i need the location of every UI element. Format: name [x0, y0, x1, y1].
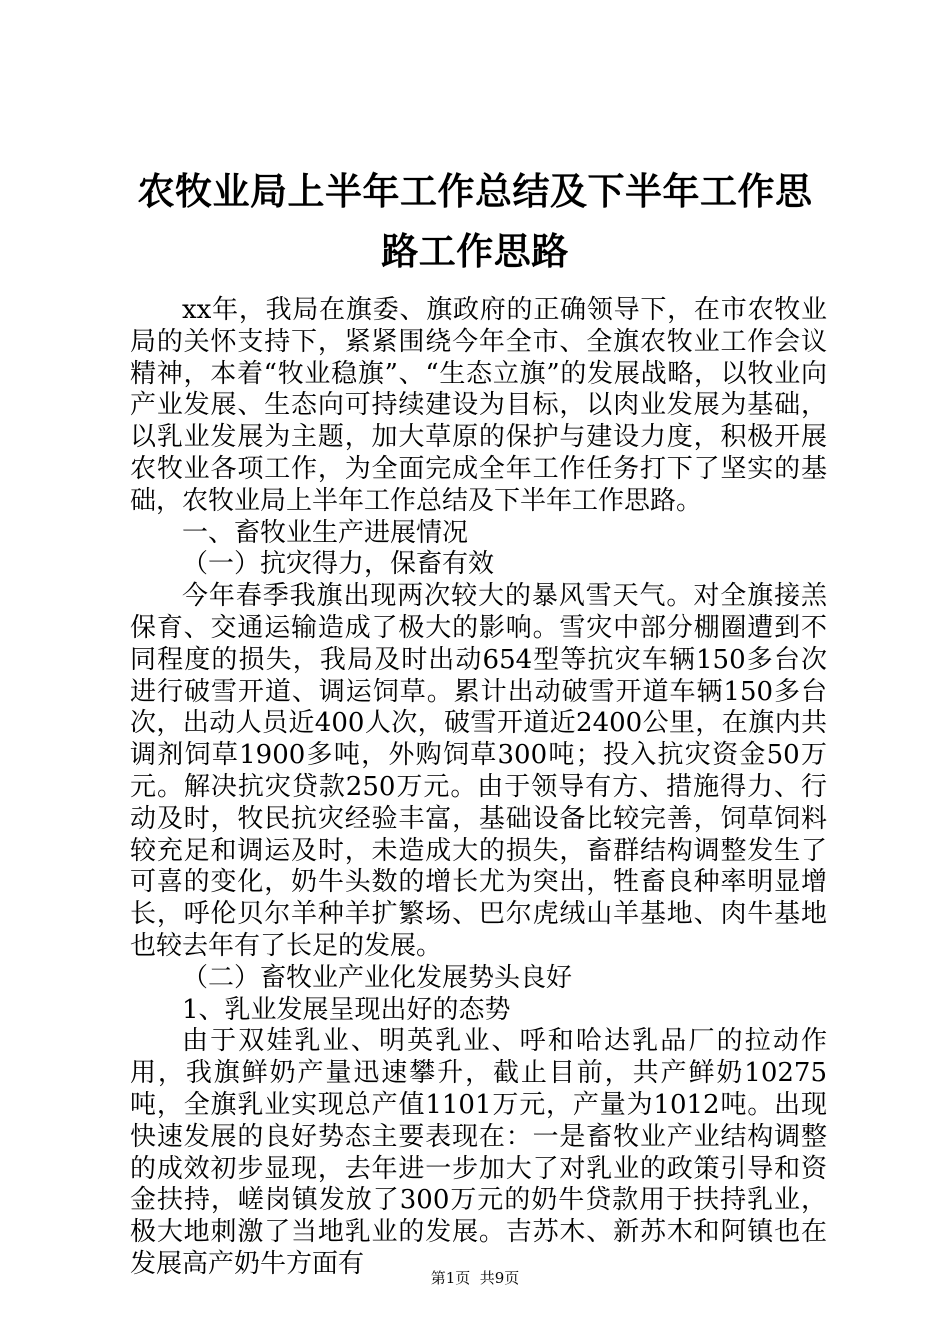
paragraph-dairy: 由于双娃乳业、明英乳业、呼和哈达乳品厂的拉动作用，我旗鲜奶产量迅速攀升，截止目前，共产鲜奶10275吨，全旗乳业实现总产值1101万元，产量为1012吨。出现快速发展的良好势态主要表现在：一是畜牧业产业结构调整的成效初步显现，去年进一步加大了对乳业的政策引导和资金扶持，嵯岗镇发放了300万元的奶牛贷款用于扶持乳业，极大地刺激了当地乳业的发展。吉苏木、新苏木和阿镇也在发展高产奶牛方面有 — [130, 1026, 827, 1279]
subsection-heading: （一）抗灾得力，保畜有效 — [182, 549, 495, 580]
paragraph-disaster-relief: 今年春季我旗出现两次较大的暴风雪天气。对全旗接羔保育、交通运输造成了极大的影响。雪灾中部分棚圈遭到不同程度的损失，我局及时出动654型等抗灾车辆150多台次进行破雪开道、调运饲草。累计出动破雪开道车辆150多台次，出动人员近400人次，破雪开道近2400公里，在旗内共调剂饲草1900多吨，外购饲草300吨；投入抗灾资金50万元。解决抗灾贷款250万元。由于领导有方、措施得力、行动及时，牧民抗灾经验丰富，基础设备比较完善，饲草饲料较充足和调运及时，未造成大的损失，畜群结构调整发生了可喜的变化，奶牛头数的增长尤为突出，牲畜良种率明显增长，呼伦贝尔羊种羊扩繁场、巴尔虎绒山羊基地、肉牛基地也较去年有了长足的发展。 — [130, 581, 827, 961]
document-title: 农牧业局上半年工作总结及下半年工作思路工作思路 — [137, 170, 813, 273]
subsection-heading: （二）畜牧业产业化发展势头良好 — [182, 962, 573, 993]
page-number: 第1页 共9页 — [430, 1269, 520, 1287]
page-footer — [0, 1268, 950, 1288]
item-heading: 1、乳业发展呈现出好的态势 — [182, 994, 511, 1025]
paragraph-intro: xx年，我局在旗委、旗政府的正确领导下，在市农牧业局的关怀支持下，紧紧围绕今年全市、全旗农牧业工作会议精神，本着“牧业稳旗”、“生态立旗”的发展战略，以牧业向产业发展、生态向可持续建设为目标，以肉业发展为基础，以乳业发展为主题，加大草原的保护与建设力度，积极开展农牧业各项工作，为全面完成全年工作任务打下了坚实的基础，农牧业局上半年工作总结及下半年工作思路。 — [130, 295, 827, 516]
section-heading: 一、畜牧业生产进展情况 — [182, 517, 469, 548]
document-body — [130, 295, 827, 1281]
